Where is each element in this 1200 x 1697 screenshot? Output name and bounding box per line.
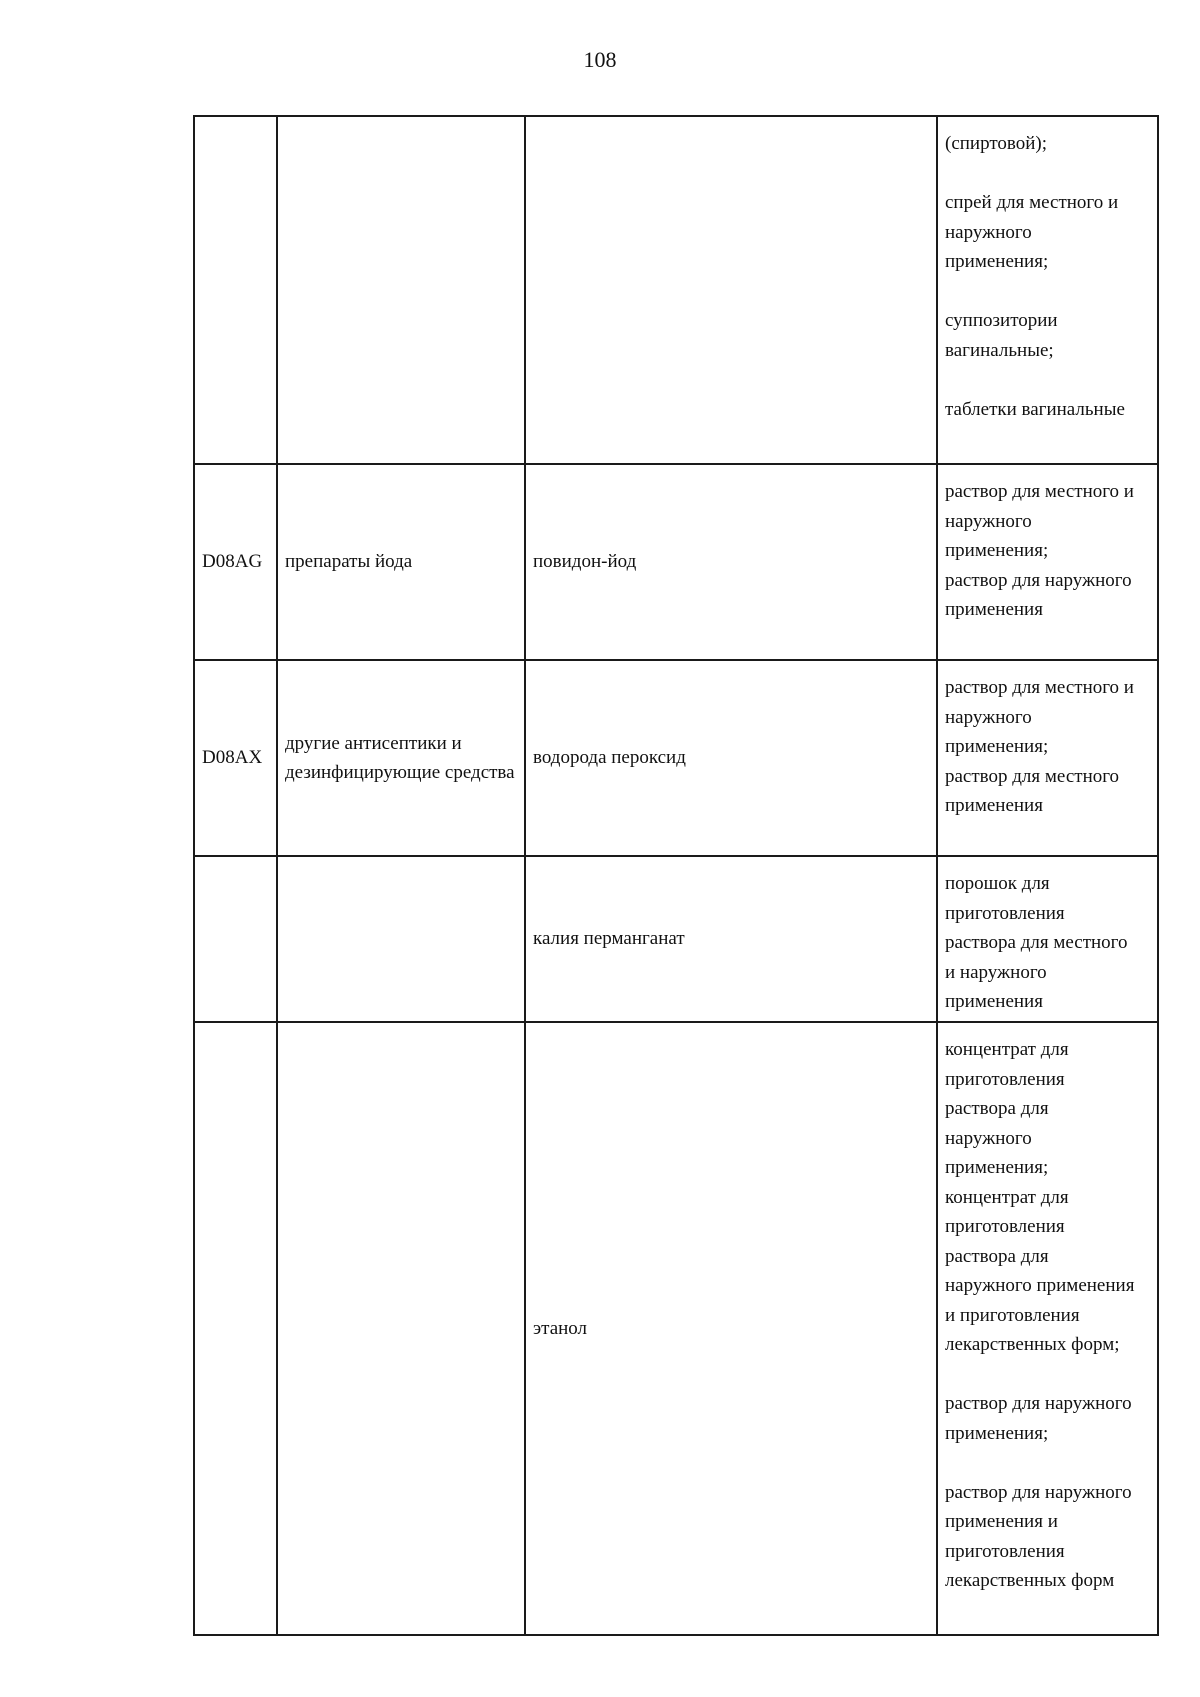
atc-code-cell <box>194 116 277 464</box>
atc-code-cell: D08AX <box>194 660 277 856</box>
dosage-form-line: таблетки вагинальные <box>945 398 1125 420</box>
dosage-form-line: применения <box>945 599 1043 620</box>
dosage-form-line: раствор для наружного <box>945 569 1132 591</box>
dosage-form-paragraph <box>945 673 1151 821</box>
dosage-forms-cell <box>937 116 1158 464</box>
dosage-form-paragraph <box>945 129 1151 159</box>
group-cell: препараты йода <box>277 464 525 660</box>
dosage-form-line: и приготовления <box>945 1304 1080 1326</box>
substance-cell: повидон-йод <box>525 464 937 660</box>
dosage-form-line: (спиртовой); <box>945 133 1048 154</box>
dosage-form-line: приготовления <box>945 902 1065 924</box>
group-cell: другие антисептики и дезинфицирующие средства <box>277 660 525 856</box>
dosage-form-line: применения; <box>945 1422 1049 1444</box>
dosage-form-line: применения; <box>945 736 1049 757</box>
table-row <box>194 116 1158 464</box>
dosage-form-line: и наружного <box>945 961 1047 983</box>
dosage-form-line: наружного применения <box>945 1275 1135 1296</box>
dosage-form-line: раствор для местного <box>945 765 1120 787</box>
atc-code-cell: D08AG <box>194 464 277 660</box>
dosage-form-line: применения <box>945 991 1043 1012</box>
dosage-form-line: применения и <box>945 1511 1058 1532</box>
table-row <box>194 856 1158 1022</box>
dosage-form-line: спрей для местного и <box>945 192 1119 213</box>
dosage-form-paragraph <box>945 869 1151 1017</box>
drug-table <box>193 115 1159 1636</box>
dosage-form-line: раствор для местного и <box>945 677 1134 698</box>
dosage-form-line: раствора для <box>945 1245 1049 1267</box>
dosage-form-line: лекарственных форм <box>945 1570 1115 1591</box>
dosage-form-paragraph <box>945 188 1151 277</box>
group-cell <box>277 856 525 1022</box>
dosage-form-line: приготовления <box>945 1540 1065 1562</box>
dosage-form-line: раствора для местного <box>945 932 1128 953</box>
dosage-form-line: наружного <box>945 221 1032 243</box>
substance-cell: калия перманганат <box>525 856 937 1022</box>
dosage-form-line: применения; <box>945 1157 1049 1178</box>
dosage-form-line: наружного <box>945 510 1032 532</box>
table-row <box>194 660 1158 856</box>
substance-cell: этанол <box>525 1022 937 1635</box>
dosage-form-line: применения; <box>945 540 1049 561</box>
dosage-form-line: концентрат для <box>945 1039 1069 1060</box>
atc-code-cell <box>194 1022 277 1635</box>
dosage-form-paragraph <box>945 1389 1151 1448</box>
dosage-form-paragraph <box>945 395 1151 425</box>
dosage-forms-cell <box>937 464 1158 660</box>
dosage-form-line: наружного <box>945 706 1032 728</box>
dosage-forms-cell <box>937 856 1158 1022</box>
substance-cell <box>525 116 937 464</box>
dosage-form-paragraph <box>945 1478 1151 1596</box>
table-body <box>194 116 1158 1635</box>
page-number: 108 <box>583 47 617 72</box>
group-cell <box>277 1022 525 1635</box>
dosage-form-line: раствор для наружного <box>945 1393 1132 1414</box>
table-row <box>194 464 1158 660</box>
table-row <box>194 1022 1158 1635</box>
dosage-form-line: лекарственных форм; <box>945 1334 1120 1355</box>
atc-code-cell <box>194 856 277 1022</box>
dosage-form-line: раствора для <box>945 1098 1049 1119</box>
dosage-form-paragraph <box>945 306 1151 365</box>
dosage-forms-cell <box>937 1022 1158 1635</box>
dosage-form-paragraph <box>945 477 1151 625</box>
group-cell <box>277 116 525 464</box>
dosage-form-line: концентрат для <box>945 1186 1069 1208</box>
dosage-forms-cell <box>937 660 1158 856</box>
dosage-form-line: раствор для наружного <box>945 1481 1132 1503</box>
dosage-form-line: применения; <box>945 251 1049 272</box>
dosage-form-line: раствор для местного и <box>945 481 1134 502</box>
dosage-form-paragraph <box>945 1035 1151 1360</box>
dosage-form-line: суппозитории <box>945 310 1058 331</box>
dosage-form-line: наружного <box>945 1127 1032 1149</box>
dosage-form-line: порошок для <box>945 873 1050 894</box>
dosage-form-line: вагинальные; <box>945 339 1054 361</box>
dosage-form-line: приготовления <box>945 1068 1065 1090</box>
dosage-form-line: приготовления <box>945 1216 1065 1237</box>
dosage-form-line: применения <box>945 795 1043 816</box>
substance-cell: водорода пероксид <box>525 660 937 856</box>
